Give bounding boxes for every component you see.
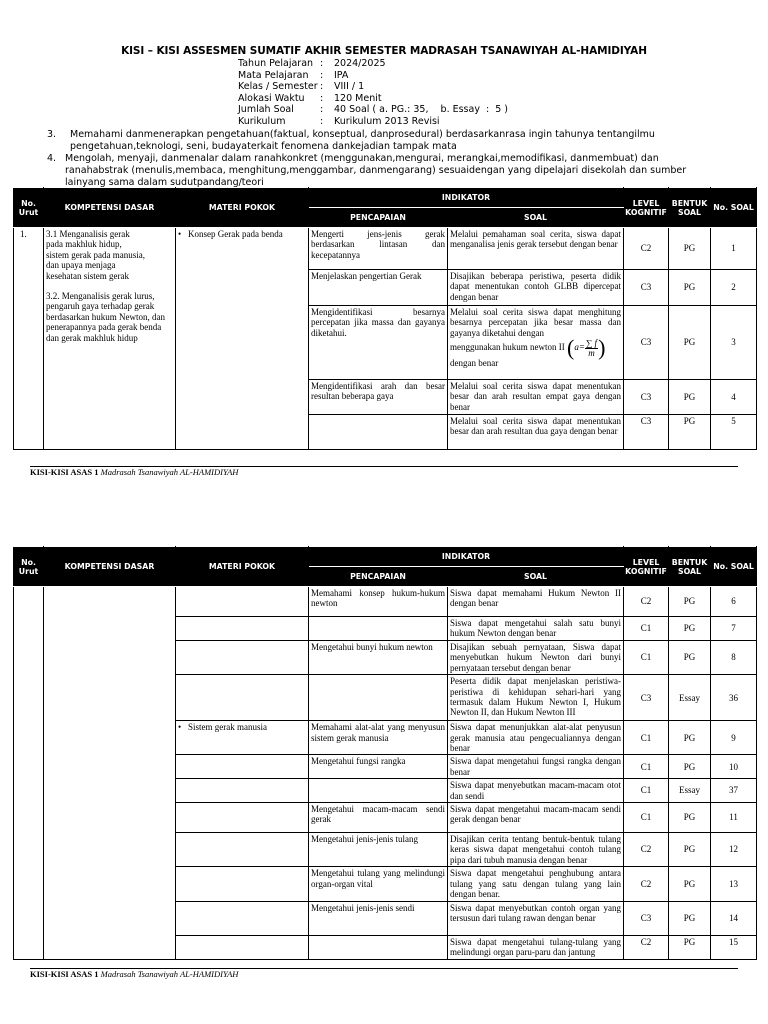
materi-pokok-cell	[176, 901, 309, 935]
info-value: VIII / 1	[334, 81, 365, 93]
info-label: Jumlah Soal	[238, 104, 294, 116]
bentuk-cell: PG	[669, 755, 711, 779]
document-info	[238, 58, 508, 128]
info-row	[238, 70, 508, 82]
pencapaian-cell	[309, 675, 448, 721]
materi-pokok-cell	[176, 721, 309, 755]
level-cell: C1	[624, 617, 669, 641]
materi-pokok-cell	[176, 803, 309, 833]
header-kompetensi-dasar: KOMPETENSI DASAR	[44, 547, 176, 587]
header-soal: SOAL	[448, 567, 624, 587]
level-cell: C3	[624, 415, 669, 450]
formula-denominator: m	[588, 347, 595, 358]
level-cell: C2	[624, 833, 669, 867]
info-separator: :	[320, 69, 324, 81]
info-row	[238, 58, 508, 70]
soal-cell: Siswa dapat menyebutkan contoh organ yang tersusun dari tulang rawan dengan benar	[448, 901, 624, 935]
row-number	[14, 228, 44, 450]
formula-numerator: ∑ f	[585, 337, 598, 348]
info-separator: :	[320, 92, 324, 104]
newton-formula: (a= $\frac{\sum f}{m}$)	[566, 335, 606, 361]
info-row	[238, 116, 508, 128]
goal-item	[30, 153, 720, 188]
soal-text-formula-lead: menggunakan hukum newton II	[450, 342, 565, 353]
kompetensi-dasar-cell	[44, 228, 176, 450]
soal-cell: Peserta didik dapat menjelaskan peristiwa-peristiwa di kehidupan sehari-hari yang termasuk dalam Hukum Newton I, Hukum Newton II, dan Hukum Newton III	[448, 675, 624, 721]
header-level-kognitif: LEVEL KOGNITIF	[624, 547, 669, 587]
materi-pokok-text: Sistem gerak manusia	[188, 722, 267, 733]
pencapaian-cell	[309, 779, 448, 803]
soal-cell: Siswa dapat mengetahui macam-macam sendi gerak dengan benar	[448, 803, 624, 833]
soal-cell: Siswa dapat mengetahui penghubung antara tulang yang satu dengan tulang yang lain dengan benar.	[448, 867, 624, 901]
bentuk-cell: PG	[669, 803, 711, 833]
competency-goals	[30, 129, 720, 190]
info-separator: :	[320, 81, 324, 93]
page-footer	[30, 467, 238, 477]
no-soal-cell: 6	[711, 587, 757, 617]
bentuk-cell: PG	[669, 306, 711, 380]
info-label: Kurikulum	[238, 115, 286, 127]
info-value: IPA	[334, 69, 349, 81]
pencapaian-cell: Mengetahui tulang yang melindungi organ-organ vital	[309, 867, 448, 901]
soal-cell: Siswa dapat menunjukkan alat-alat penyusun gerak manusia atau pengecualiannya dengan benar	[448, 721, 624, 755]
bentuk-cell: PG	[669, 415, 711, 450]
materi-pokok-cell	[176, 587, 309, 617]
no-soal-cell: 3	[711, 306, 757, 380]
table-row	[14, 587, 757, 617]
header-no-soal: No. SOAL	[711, 547, 757, 587]
level-cell: C2	[624, 587, 669, 617]
no-soal-cell: 1	[711, 228, 757, 270]
level-cell: C3	[624, 306, 669, 380]
header-materi-pokok: MATERI POKOK	[176, 188, 309, 228]
level-cell: C1	[624, 721, 669, 755]
goal-text: Mengolah, menyaji, danmenalar dalam ranahkonkret (menggunakan,mengurai, merangkai,memodifikasi, danmembuat) dan ranahabstrak (menulis,membaca, menghitung,menggambar, danmengarang) sesuaidengan yang dipelajari disekolah dan sumber lainyang sama dalam sudutpandang/teori	[65, 153, 687, 188]
header-bentuk-soal: BENTUK SOAL	[669, 547, 711, 587]
kisi-table-page-2	[13, 546, 757, 960]
info-value: 120 Menit	[334, 92, 382, 104]
pencapaian-cell: Memahami konsep hukum-hukum newton	[309, 587, 448, 617]
soal-cell: Melalui soal cerita siswa dapat menentukan besar dan arah resultan empat gaya dengan benar	[448, 380, 624, 415]
materi-pokok-cell	[176, 833, 309, 867]
header-no-soal: No. SOAL	[711, 188, 757, 228]
materi-pokok-cell	[176, 779, 309, 803]
pencapaian-cell: Memahami alat-alat yang menyusun sistem gerak manusia	[309, 721, 448, 755]
bullet-icon: •	[178, 229, 182, 239]
soal-cell: Melalui soal cerita siswa dapat menentukan besar dan arah resultan dua gaya dengan benar	[448, 415, 624, 450]
info-row	[238, 93, 508, 105]
pencapaian-cell: Mengidentifikasi arah dan besar resultan beberapa gaya	[309, 380, 448, 415]
pencapaian-cell: Mengetahui jenis-jenis sendi	[309, 901, 448, 935]
header-indikator: INDIKATOR	[309, 547, 624, 567]
soal-cell: Melalui pemahaman soal cerita, siswa dapat menganalisa jenis gerak tersebut dengan benar	[448, 228, 624, 270]
soal-text-end: dengan benar	[450, 358, 499, 369]
materi-pokok-cell	[176, 675, 309, 721]
kompetensi-dasar-cell	[44, 587, 176, 960]
formula-lhs: a=	[574, 342, 585, 353]
info-separator: :	[320, 58, 324, 69]
no-soal-cell: 37	[711, 779, 757, 803]
bentuk-cell: PG	[669, 228, 711, 270]
no-soal-cell: 4	[711, 380, 757, 415]
bentuk-cell: PG	[669, 380, 711, 415]
header-kompetensi-dasar: KOMPETENSI DASAR	[44, 188, 176, 228]
no-soal-cell: 5	[711, 415, 757, 450]
bentuk-cell: PG	[669, 867, 711, 901]
materi-pokok-cell	[176, 641, 309, 675]
materi-pokok-text: Konsep Gerak pada benda	[188, 229, 283, 239]
pencapaian-cell	[309, 617, 448, 641]
bentuk-cell: Essay	[669, 675, 711, 721]
soal-cell: Disajikan sebuah pernyataan, Siswa dapat menyebutkan hukum Newton dari bunyi pernyataan tersebut dengan benar	[448, 641, 624, 675]
header-bentuk-soal: BENTUK SOAL	[669, 188, 711, 228]
header-materi-pokok: MATERI POKOK	[176, 547, 309, 587]
level-cell: C1	[624, 755, 669, 779]
bentuk-cell: PG	[669, 935, 711, 959]
document-title: KISI – KISI ASSESMEN SUMATIF AKHIR SEMESTER MADRASAH TSANAWIYAH AL-HAMIDIYAH	[121, 45, 647, 57]
info-row	[238, 104, 508, 116]
goal-number: 4.	[47, 153, 57, 165]
no-soal-cell: 9	[711, 721, 757, 755]
footer-school: Madrasah Tsanawiyah AL-HAMIDIYAH	[100, 969, 239, 979]
page-footer	[30, 969, 238, 979]
info-label: Tahun Pelajaran	[238, 58, 314, 69]
info-separator: :	[320, 115, 324, 127]
header-level-kognitif: LEVEL KOGNITIF	[624, 188, 669, 228]
info-label: Alokasi Waktu	[238, 92, 305, 104]
footer-title: KISI-KISI ASAS 1	[30, 969, 99, 979]
goal-text: Memahami danmenerapkan pengetahuan(faktual, konseptual, danprosedural) berdasarkanrasa ingin tahunya tentangilmu pengetahuan,teknologi, seni, budayaterkait fenomena dankejadian tampak mata	[70, 129, 655, 152]
pencapaian-cell: Menjelaskan pengertian Gerak	[309, 270, 448, 306]
level-cell: C1	[624, 779, 669, 803]
pencapaian-cell: Mengidentifikasi besarnya percepatan jika massa dan gayanya diketahui.	[309, 306, 448, 380]
header-no-urut: No. Urut	[14, 188, 44, 228]
soal-text: Melalui soal cerita siswa dapat menghitung besarnya percepatan jika besar massa dan gayanya diketahui dengan	[450, 307, 622, 338]
level-cell: C2	[624, 867, 669, 901]
no-soal-cell: 14	[711, 901, 757, 935]
pencapaian-cell: Mengetahui macam-macam sendi gerak	[309, 803, 448, 833]
bentuk-cell: PG	[669, 617, 711, 641]
no-soal-cell: 8	[711, 641, 757, 675]
info-label: Kelas / Semester	[238, 81, 318, 93]
no-soal-cell: 7	[711, 617, 757, 641]
bentuk-cell: PG	[669, 901, 711, 935]
no-soal-cell: 15	[711, 935, 757, 959]
goal-number: 3.	[47, 129, 57, 140]
materi-pokok-cell	[176, 935, 309, 959]
row-number-text: 1.	[20, 229, 27, 239]
level-cell: C3	[624, 270, 669, 306]
row-number	[14, 587, 44, 960]
no-soal-cell: 10	[711, 755, 757, 779]
info-value: Kurikulum 2013 Revisi	[334, 115, 440, 127]
bentuk-cell: Essay	[669, 779, 711, 803]
pencapaian-cell: Mengetahui bunyi hukum newton	[309, 641, 448, 675]
footer-divider	[30, 466, 738, 467]
info-separator: :	[320, 104, 324, 116]
goal-item	[30, 129, 720, 152]
materi-pokok-cell	[176, 228, 309, 450]
soal-cell: Disajikan cerita tentang bentuk-bentuk tulang keras siswa dapat mengetahui contoh tulang pipa dari tubuh manusia dengan benar	[448, 833, 624, 867]
soal-cell: Siswa dapat memahami Hukum Newton II dengan benar	[448, 587, 624, 617]
table-row	[14, 228, 757, 270]
level-cell: C2	[624, 935, 669, 959]
header-no-urut: No. Urut	[14, 547, 44, 587]
pencapaian-cell: Mengerti jens-jenis gerak berdasarkan lintasan dan kecepatannya	[309, 228, 448, 270]
soal-cell: Siswa dapat mengetahui fungsi rangka dengan benar	[448, 755, 624, 779]
pencapaian-cell	[309, 415, 448, 450]
pencapaian-cell	[309, 935, 448, 959]
no-soal-cell: 12	[711, 833, 757, 867]
footer-title: KISI-KISI ASAS 1	[30, 467, 99, 477]
no-soal-cell: 11	[711, 803, 757, 833]
soal-cell: Disajikan beberapa peristiwa, peserta didik dapat menentukan contoh GLBB dipercepat dengan benar	[448, 270, 624, 306]
kd-3-2: 3.2. Menganalisis gerak lurus, pengaruh gaya terhadap gerak berdasarkan hukum Newton, dan penerapannya pada gerak benda dan gerak makhluk hidup	[46, 291, 165, 343]
no-soal-cell: 36	[711, 675, 757, 721]
soal-cell: Siswa dapat menyebutkan macam-macam otot dan sendi	[448, 779, 624, 803]
bentuk-cell: PG	[669, 641, 711, 675]
pencapaian-cell: Mengetahui jenis-jenis tulang	[309, 833, 448, 867]
info-value: 40 Soal ( a. PG.: 35, b. Essay : 5 )	[334, 104, 509, 116]
level-cell: C2	[624, 228, 669, 270]
pencapaian-cell: Mengetahui fungsi rangka	[309, 755, 448, 779]
bullet-icon: •	[178, 722, 182, 733]
bentuk-cell: PG	[669, 833, 711, 867]
footer-school: Madrasah Tsanawiyah AL-HAMIDIYAH	[100, 467, 239, 477]
kd-3-1: 3.1 Menganalisis gerak pada makhluk hidup, sistem gerak pada manusia, dan upaya menjaga kesehatan sistem gerak	[46, 229, 145, 281]
materi-pokok-cell	[176, 617, 309, 641]
info-row	[238, 81, 508, 93]
soal-cell: Siswa dapat mengetahui tulang-tulang yang melindungi organ paru-paru dan jantung	[448, 935, 624, 959]
header-pencapaian: PENCAPAIAN	[309, 567, 448, 587]
soal-cell	[448, 306, 624, 380]
level-cell: C1	[624, 641, 669, 675]
info-value: 2024/2025	[334, 58, 386, 69]
kisi-table-page-1	[13, 187, 757, 450]
no-soal-cell: 2	[711, 270, 757, 306]
bentuk-cell: PG	[669, 721, 711, 755]
header-pencapaian: PENCAPAIAN	[309, 208, 448, 228]
bentuk-cell: PG	[669, 270, 711, 306]
materi-pokok-cell	[176, 867, 309, 901]
info-label: Mata Pelajaran	[238, 69, 309, 81]
materi-pokok-cell	[176, 755, 309, 779]
bentuk-cell: PG	[669, 587, 711, 617]
level-cell: C3	[624, 380, 669, 415]
level-cell: C1	[624, 803, 669, 833]
header-indikator: INDIKATOR	[309, 188, 624, 208]
no-soal-cell: 13	[711, 867, 757, 901]
header-soal: SOAL	[448, 208, 624, 228]
soal-cell: Siswa dapat mengetahui salah satu bunyi hukum Newton dengan benar	[448, 617, 624, 641]
level-cell: C3	[624, 901, 669, 935]
level-cell: C3	[624, 675, 669, 721]
